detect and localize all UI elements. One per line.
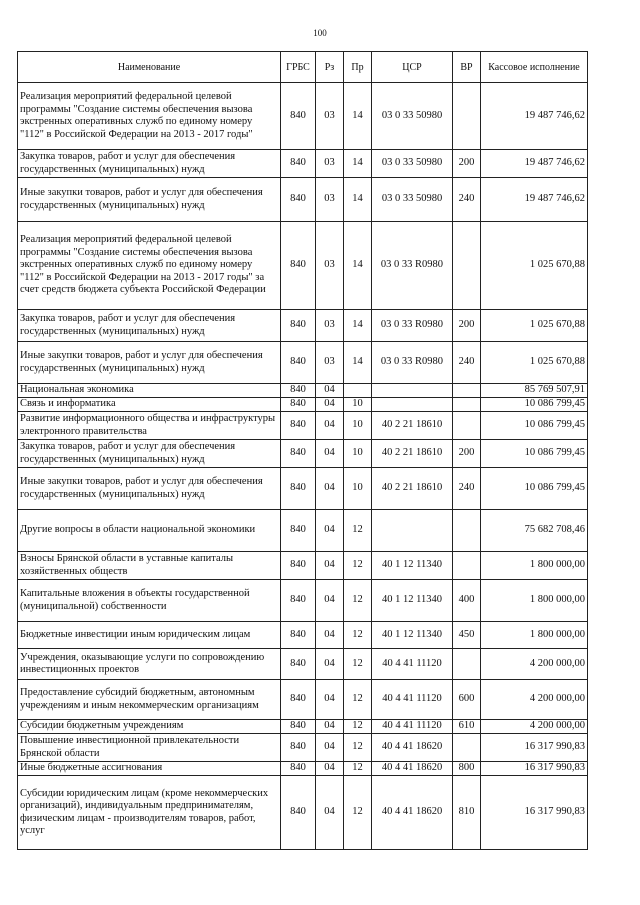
cell-pr: 12	[344, 622, 372, 649]
cell-vr: 200	[453, 440, 481, 468]
table-row	[18, 310, 588, 342]
table-row	[18, 83, 588, 150]
header-name: Наименование	[18, 52, 281, 83]
cell-pr: 14	[344, 83, 372, 150]
cell-grbs: 840	[281, 310, 316, 342]
cell-name: Иные закупки товаров, работ и услуг для обеспечения государственных (муниципальных) нужд	[18, 178, 281, 222]
cell-csr	[372, 510, 453, 552]
cell-vr: 240	[453, 468, 481, 510]
cell-vr: 810	[453, 776, 481, 850]
cell-csr: 40 2 21 18610	[372, 468, 453, 510]
cell-pr: 10	[344, 440, 372, 468]
cell-vr: 610	[453, 720, 481, 734]
cell-pr: 12	[344, 720, 372, 734]
cell-csr: 40 4 41 18620	[372, 762, 453, 776]
cell-rz: 04	[316, 398, 344, 412]
cell-pr: 14	[344, 222, 372, 310]
cell-amount: 85 769 507,91	[481, 384, 588, 398]
cell-csr: 03 0 33 R0980	[372, 342, 453, 384]
cell-name: Субсидии юридическим лицам (кроме некоммерческих организаций), индивидуальным предпринимателям, физическим лицам - производителям товаров, работ, услуг	[18, 776, 281, 850]
cell-vr: 600	[453, 680, 481, 720]
cell-pr: 14	[344, 310, 372, 342]
cell-rz: 04	[316, 552, 344, 580]
cell-amount: 1 800 000,00	[481, 580, 588, 622]
table-row	[18, 150, 588, 178]
cell-rz: 04	[316, 680, 344, 720]
cell-rz: 04	[316, 649, 344, 680]
cell-grbs: 840	[281, 649, 316, 680]
cell-grbs: 840	[281, 342, 316, 384]
table-row	[18, 552, 588, 580]
cell-rz: 04	[316, 440, 344, 468]
budget-table	[17, 51, 588, 850]
cell-rz: 04	[316, 776, 344, 850]
cell-rz: 03	[316, 222, 344, 310]
cell-pr: 12	[344, 552, 372, 580]
cell-csr: 40 1 12 11340	[372, 552, 453, 580]
table-row	[18, 776, 588, 850]
cell-name: Другие вопросы в области национальной экономики	[18, 510, 281, 552]
cell-name: Иные бюджетные ассигнования	[18, 762, 281, 776]
cell-grbs: 840	[281, 468, 316, 510]
cell-amount: 4 200 000,00	[481, 649, 588, 680]
cell-csr: 03 0 33 R0980	[372, 310, 453, 342]
cell-amount: 1 800 000,00	[481, 552, 588, 580]
cell-csr: 03 0 33 50980	[372, 83, 453, 150]
cell-csr: 40 4 41 11120	[372, 680, 453, 720]
cell-pr: 14	[344, 342, 372, 384]
cell-amount: 16 317 990,83	[481, 776, 588, 850]
cell-pr: 10	[344, 398, 372, 412]
cell-rz: 04	[316, 734, 344, 762]
cell-pr: 14	[344, 178, 372, 222]
cell-name: Предоставление субсидий бюджетным, автономным учреждениям и иным некоммерческим организациям	[18, 680, 281, 720]
cell-rz: 04	[316, 412, 344, 440]
cell-amount: 1 025 670,88	[481, 310, 588, 342]
cell-csr: 40 4 41 11120	[372, 720, 453, 734]
cell-pr: 10	[344, 412, 372, 440]
cell-csr: 03 0 33 50980	[372, 150, 453, 178]
table-row	[18, 468, 588, 510]
cell-name: Закупка товаров, работ и услуг для обеспечения государственных (муниципальных) нужд	[18, 310, 281, 342]
cell-amount: 10 086 799,45	[481, 412, 588, 440]
table-row	[18, 580, 588, 622]
cell-name: Взносы Брянской области в уставные капиталы хозяйственных обществ	[18, 552, 281, 580]
cell-csr: 40 1 12 11340	[372, 580, 453, 622]
cell-grbs: 840	[281, 622, 316, 649]
table-row	[18, 510, 588, 552]
cell-grbs: 840	[281, 720, 316, 734]
cell-pr: 12	[344, 776, 372, 850]
cell-csr: 03 0 33 R0980	[372, 222, 453, 310]
cell-csr: 40 1 12 11340	[372, 622, 453, 649]
cell-vr	[453, 83, 481, 150]
cell-name: Национальная экономика	[18, 384, 281, 398]
cell-rz: 04	[316, 384, 344, 398]
cell-name: Бюджетные инвестиции иным юридическим лицам	[18, 622, 281, 649]
cell-vr	[453, 412, 481, 440]
cell-name: Субсидии бюджетным учреждениям	[18, 720, 281, 734]
table-row	[18, 762, 588, 776]
cell-amount: 16 317 990,83	[481, 762, 588, 776]
cell-name: Иные закупки товаров, работ и услуг для обеспечения государственных (муниципальных) нужд	[18, 342, 281, 384]
page-number: 100	[313, 28, 327, 38]
cell-pr: 12	[344, 510, 372, 552]
table-row	[18, 734, 588, 762]
cell-rz: 04	[316, 622, 344, 649]
header-csr: ЦСР	[372, 52, 453, 83]
cell-grbs: 840	[281, 412, 316, 440]
cell-vr	[453, 398, 481, 412]
cell-rz: 04	[316, 468, 344, 510]
cell-vr	[453, 384, 481, 398]
cell-pr: 14	[344, 150, 372, 178]
cell-rz: 03	[316, 83, 344, 150]
cell-amount: 75 682 708,46	[481, 510, 588, 552]
cell-rz: 03	[316, 178, 344, 222]
cell-amount: 1 800 000,00	[481, 622, 588, 649]
cell-amount: 19 487 746,62	[481, 83, 588, 150]
cell-vr	[453, 510, 481, 552]
cell-grbs: 840	[281, 384, 316, 398]
header-grbs: ГРБС	[281, 52, 316, 83]
cell-rz: 04	[316, 720, 344, 734]
cell-amount: 4 200 000,00	[481, 720, 588, 734]
cell-rz: 04	[316, 762, 344, 776]
cell-grbs: 840	[281, 552, 316, 580]
header-vr: ВР	[453, 52, 481, 83]
cell-vr: 240	[453, 178, 481, 222]
cell-pr: 10	[344, 468, 372, 510]
cell-vr: 400	[453, 580, 481, 622]
cell-rz: 03	[316, 342, 344, 384]
cell-grbs: 840	[281, 150, 316, 178]
cell-amount: 10 086 799,45	[481, 468, 588, 510]
cell-rz: 04	[316, 580, 344, 622]
cell-vr: 800	[453, 762, 481, 776]
header-amount: Кассовое исполнение	[481, 52, 588, 83]
cell-name: Связь и информатика	[18, 398, 281, 412]
cell-grbs: 840	[281, 83, 316, 150]
cell-rz: 04	[316, 510, 344, 552]
cell-grbs: 840	[281, 680, 316, 720]
cell-csr: 40 2 21 18610	[372, 440, 453, 468]
cell-amount: 10 086 799,45	[481, 440, 588, 468]
cell-grbs: 840	[281, 776, 316, 850]
cell-grbs: 840	[281, 580, 316, 622]
cell-csr: 03 0 33 50980	[372, 178, 453, 222]
table-row	[18, 342, 588, 384]
cell-grbs: 840	[281, 440, 316, 468]
cell-csr: 40 2 21 18610	[372, 412, 453, 440]
cell-grbs: 840	[281, 398, 316, 412]
cell-amount: 19 487 746,62	[481, 150, 588, 178]
cell-vr: 450	[453, 622, 481, 649]
cell-rz: 03	[316, 310, 344, 342]
cell-grbs: 840	[281, 510, 316, 552]
cell-csr: 40 4 41 11120	[372, 649, 453, 680]
cell-grbs: 840	[281, 178, 316, 222]
cell-name: Повышение инвестиционной привлекательности Брянской области	[18, 734, 281, 762]
table-row	[18, 412, 588, 440]
cell-vr	[453, 552, 481, 580]
cell-csr: 40 4 41 18620	[372, 776, 453, 850]
cell-grbs: 840	[281, 762, 316, 776]
cell-name: Реализация мероприятий федеральной целевой программы "Создание системы обеспечения вызова экстренных оперативных служб по единому номеру "112" в Российской Федерации на 2013 - 2017 годы"	[18, 83, 281, 150]
cell-csr	[372, 398, 453, 412]
cell-grbs: 840	[281, 734, 316, 762]
table-row	[18, 384, 588, 398]
cell-pr: 12	[344, 762, 372, 776]
cell-pr: 12	[344, 680, 372, 720]
cell-name: Закупка товаров, работ и услуг для обеспечения государственных (муниципальных) нужд	[18, 150, 281, 178]
table-row	[18, 680, 588, 720]
cell-vr	[453, 649, 481, 680]
cell-name: Закупка товаров, работ и услуг для обеспечения государственных (муниципальных) нужд	[18, 440, 281, 468]
table-row	[18, 440, 588, 468]
cell-name: Развитие информационного общества и инфраструктуры электронного правительства	[18, 412, 281, 440]
table-row	[18, 398, 588, 412]
cell-name: Иные закупки товаров, работ и услуг для обеспечения государственных (муниципальных) нужд	[18, 468, 281, 510]
cell-amount: 1 025 670,88	[481, 342, 588, 384]
cell-amount: 10 086 799,45	[481, 398, 588, 412]
header-pr: Пр	[344, 52, 372, 83]
cell-csr	[372, 384, 453, 398]
cell-vr: 240	[453, 342, 481, 384]
cell-vr	[453, 222, 481, 310]
cell-grbs: 840	[281, 222, 316, 310]
cell-name: Капитальные вложения в объекты государственной (муниципальной) собственности	[18, 580, 281, 622]
cell-amount: 19 487 746,62	[481, 178, 588, 222]
table-header-row	[18, 52, 588, 83]
cell-vr: 200	[453, 310, 481, 342]
cell-pr: 12	[344, 734, 372, 762]
cell-vr	[453, 734, 481, 762]
cell-amount: 1 025 670,88	[481, 222, 588, 310]
table-row	[18, 222, 588, 310]
cell-pr: 12	[344, 649, 372, 680]
table-row	[18, 649, 588, 680]
cell-pr: 12	[344, 580, 372, 622]
cell-csr: 40 4 41 18620	[372, 734, 453, 762]
table-row	[18, 178, 588, 222]
table-row	[18, 622, 588, 649]
cell-name: Учреждения, оказывающие услуги по сопровождению инвестиционных проектов	[18, 649, 281, 680]
cell-pr	[344, 384, 372, 398]
cell-vr: 200	[453, 150, 481, 178]
cell-rz: 03	[316, 150, 344, 178]
header-rz: Рз	[316, 52, 344, 83]
table-row	[18, 720, 588, 734]
cell-amount: 16 317 990,83	[481, 734, 588, 762]
cell-name: Реализация мероприятий федеральной целевой программы "Создание системы обеспечения вызова экстренных оперативных служб по единому номеру "112" в Российской Федерации на 2013 - 2017 годы" за счет средств бюджета субъекта Российской Федерации	[18, 222, 281, 310]
cell-amount: 4 200 000,00	[481, 680, 588, 720]
